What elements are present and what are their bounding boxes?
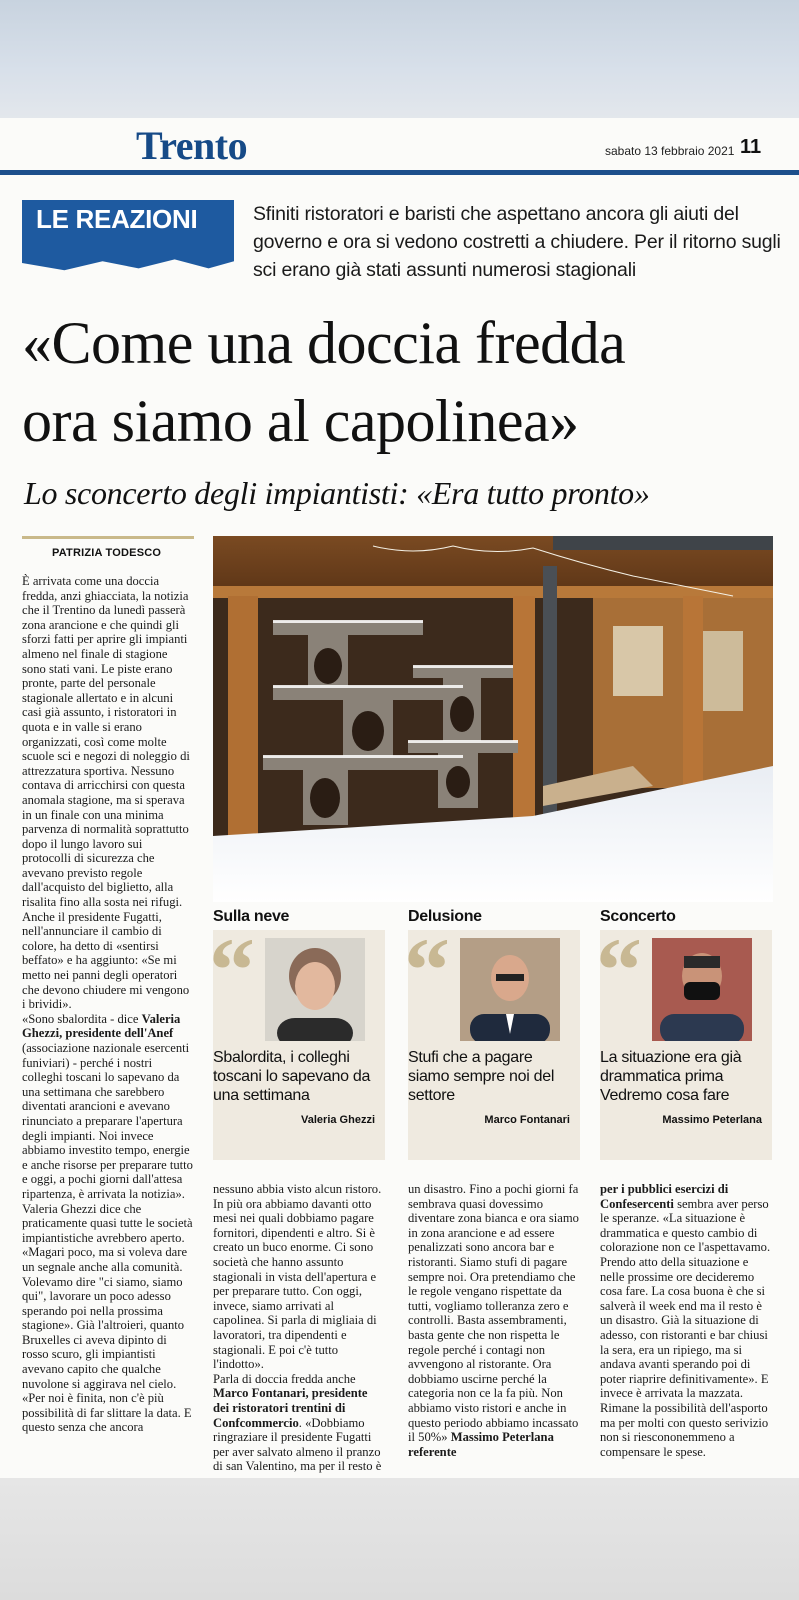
body-column-3: [408, 1182, 580, 1459]
body-bold-name: Massimo Peterlana referente: [408, 1430, 554, 1459]
body-paragraph: [600, 1182, 772, 1459]
quote-panel: [209, 930, 385, 1160]
body-text-run: sembra aver perso le speranze. «La situazione è drammatica e questo cambio di colorazione non ce l'aspettavamo. Prendo atto della situazione e nelle prossime ore decideremo cosa fare. La cosa buona è che si salverà il week end ma il resto è un disastro. Già la situazione di adesso, con ristoranti e bar chiusi la sera, era un ripiego, ma si andava avanti sperando poi di poter riaprire definitivamente». E invece è arrivata la mazzata. Rimane la possibilità dell'asporto ma per molti con questo serivizio non si riescononemmeno a compensare le spese.: [600, 1196, 771, 1459]
quote-marks-icon: “: [209, 940, 255, 992]
body-paragraph: [22, 1012, 194, 1435]
body-paragraph: È arrivata come una doccia fredda, anzi ghiacciata, la notizia che il Trentino da lunedì passerà zona arancione e che quindi gli sforzi fatti per aprire gli impianti almeno nel finale di stagione sono stati vani. Le piste erano pronte, parte del personale stagionale allertato e in alcuni casi già assunto, i ristoratori in quota e in valle si erano organizzati, così come molte scuole sci e negozi di noleggio di attrezzatura sportiva. Nessuno contava di arricchirsi con questa anomala stagione, ma si sperava in un finale con una minima parvenza di normalità soprattutto dopo il lungo lavoro sui protocolli di sicurezza che avevano previsto regole dall'acquisto del biglietto, alla risalita fino alla sosta nei rifugi.: [22, 574, 190, 910]
body-column-2: [213, 1182, 385, 1474]
portrait-illustration: [652, 938, 752, 1041]
quote-marks-icon: “: [596, 940, 642, 992]
portrait-illustration: [460, 938, 560, 1041]
portrait-illustration: [265, 938, 365, 1041]
quote-text: Sbalordita, i colleghi toscani lo sapevano da una settimana: [213, 1049, 371, 1104]
bottom-blur-area: [0, 1478, 799, 1600]
portrait-photo: [652, 938, 752, 1041]
quote-box-2: [404, 908, 580, 1160]
body-paragraph: [213, 1372, 385, 1474]
body-text-run: Parla di doccia fredda anche: [213, 1371, 356, 1386]
header-rule: [0, 168, 799, 175]
headline-line-2: ora siamo al capolinea»: [22, 388, 579, 454]
quote-attribution: Massimo Peterlana: [662, 1114, 762, 1126]
quote-title: Sulla neve: [213, 908, 290, 925]
quote-text: Stufi che a pagare siamo sempre noi del settore: [408, 1049, 555, 1104]
body-text-run: . «Dobbiamo ringraziare il presidente Fugatti per aver salvato almeno il pranzo di san Valentino, ma per il resto è: [213, 1415, 382, 1474]
quote-panel: [596, 930, 772, 1160]
body-text-run: (associazione nazionale esercenti funiviari) - perché i nostri colleghi toscani lo sapevano da una settimana che sarebbero diventati arancioni e avevano rinunciato a preparare l'apertura degli impianti. Noi invece abbiamo investito tempo, energie e anche risorse per preparare tutto e oggi, a pochi giorni dall'attesa ripartenza, è arrivata la notizia». Valeria Ghezzi dice che praticamente quasi tutte le società impiantistiche avrebbero aperto. «Magari poco, ma si voleva dare un segnale anche alla comunità. Volevamo dire "ci siamo, siamo qui", lavorare un poco adesso sperando poi nella prossima stagione». Già l'altroieri, quanto Bruxelles ci aveva dipinto di rosso scuro, gli impiantisti avevano capito che qualche nuvolone si aggirava nel cielo. «Per noi è finita, non c'è più possibilità di far slittare la data. E questo senza che ancora: [22, 1041, 193, 1435]
kicker-label: LE REAZIONI: [36, 204, 198, 234]
body-text-run: «Sono sbalordita - dice: [22, 1011, 142, 1026]
publication-date: sabato 13 febbraio 2021: [605, 144, 735, 158]
quote-title: Delusione: [408, 908, 482, 925]
body-paragraph: nessuno abbia visto alcun ristoro. In più ora abbiamo davanti otto mesi nei quali dobbiamo pagare fornitori, dipendenti e altro. Si è creato un buco enorme. Ci sono società che hanno assunto stagionali in vista dell'apertura e per preparare tutto. Con oggi, invece, siamo arrivati al capolinea. Si parla di migliaia di lavoratori, tra dipendenti e stagionali. E poi c'è tutto l'indotto».: [213, 1182, 382, 1372]
byline-rule: [22, 536, 194, 539]
body-text-run: un disastro. Fino a pochi giorni fa sembrava quasi dovessimo diventare zona bianca e ora siamo in zona arancione e ad essere penalizzati sono ancora bar e ristoranti. Siamo stufi di pagare sempre noi. Ora pretendiamo che le regole vengano rispettate da tutti, vogliamo tolleranza zero e controlli. Basta assembramenti, basta gente che non rispetta le regole perché i contagi non avvengono al ristorante. Ora dobbiamo uscirne perché la categoria non ce la fa più. Non abbiamo visto ristori e anche in questo periodo abbiamo incassato il 50%»: [408, 1182, 579, 1445]
page-number: 11: [740, 136, 762, 158]
section-title: Trento: [136, 123, 248, 168]
portrait-photo: [460, 938, 560, 1041]
body-paragraph: Anche il presidente Fugatti, nell'annunciare il cambio di colore, ha detto di «sentirsi beffato» e ha aggiunto: «Se mi metto nei panni degli operatori che devono chiudere mi vengono i brividi».: [22, 909, 190, 1012]
body-bold-name: per i pubblici esercizi di Confesercenti: [600, 1182, 729, 1211]
body-bold-name: Valeria Ghezzi, presidente dell'Anef: [22, 1011, 181, 1041]
byline: PATRIZIA TODESCO: [52, 547, 162, 559]
newspaper-page: [0, 118, 799, 1478]
quote-text: La situazione era già drammatica prima Vedremo cosa fare: [600, 1049, 742, 1104]
photo-illustration: [213, 536, 773, 902]
quote-marks-icon: “: [404, 940, 450, 992]
article-dek: Sfiniti ristoratori e baristi che aspettano ancora gli aiuti del governo e ora si vedono costretti a chiudere. Per il ritorno sugli sci erano già stati assunti numerosi stagionali: [253, 203, 781, 281]
article-photo: [213, 536, 773, 902]
quote-attribution: Valeria Ghezzi: [301, 1114, 375, 1126]
quote-title: Sconcerto: [600, 908, 676, 925]
quote-panel: [404, 930, 580, 1160]
quote-box-1: [209, 908, 385, 1160]
article-subhead: Lo sconcerto degli impiantisti: «Era tutto pronto»: [24, 475, 650, 511]
body-column-4: [600, 1182, 772, 1459]
quote-attribution: Marco Fontanari: [484, 1114, 570, 1126]
top-blur-area: [0, 0, 799, 118]
body-column-1: [22, 574, 194, 1454]
headline-line-1: «Come una doccia fredda: [22, 310, 626, 376]
body-paragraph: [408, 1182, 580, 1459]
portrait-photo: [265, 938, 365, 1041]
quote-box-3: [596, 908, 772, 1160]
body-bold-name: Marco Fontanari, presidente dei ristoratori trentini di Confcommercio: [213, 1386, 368, 1430]
